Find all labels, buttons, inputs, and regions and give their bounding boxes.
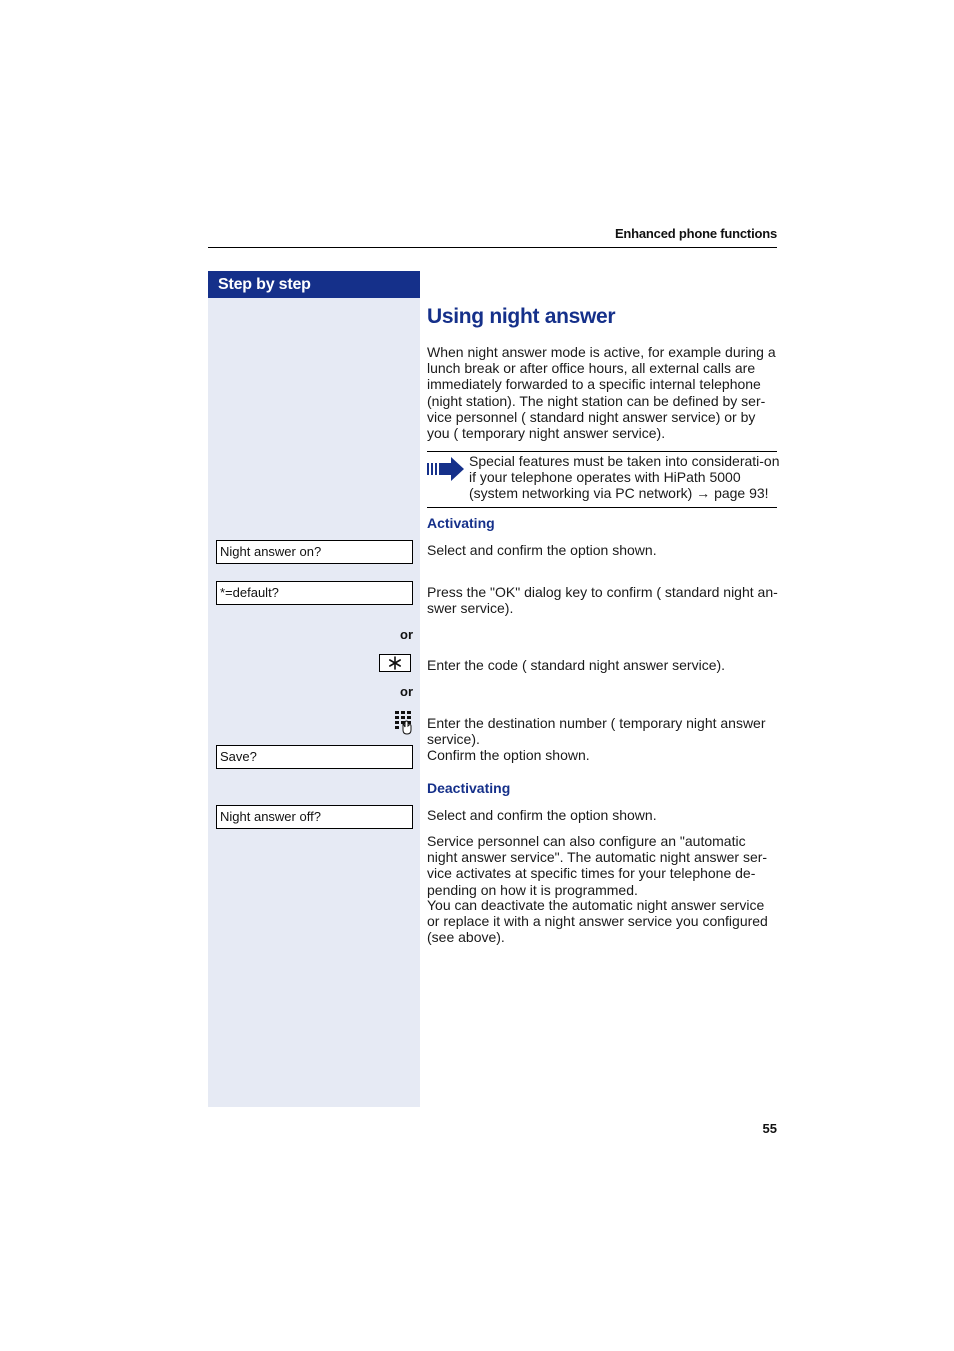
keypad-icon[interactable]	[395, 711, 412, 735]
or-label: or	[400, 627, 413, 642]
running-header: Enhanced phone functions	[614, 226, 777, 241]
note-top-rule	[427, 451, 777, 452]
or-label: or	[400, 684, 413, 699]
note-text: Special features must be taken into considerati-on if your telephone operates with HiPath 5000 (system networking via PC network) → page 93!	[469, 453, 780, 502]
deactivating-heading: Deactivating	[427, 780, 511, 796]
night-answer-on-option[interactable]: Night answer on?	[216, 540, 413, 564]
star-key-icon[interactable]	[379, 654, 411, 672]
default-option[interactable]: *=default?	[216, 581, 413, 605]
page-title: Using night answer	[427, 305, 616, 328]
arrow-pointer-icon	[427, 456, 465, 482]
intro-paragraph: When night answer mode is active, for example during a lunch break or after office hours, all external calls are immediately forwarded to a specific internal telephone (night station). The night station can be defined by ser-vice personnel ( standard night answer service) or by you ( temporary night answer service).	[427, 344, 776, 442]
deactivate-automatic-text: You can deactivate the automatic night answer service or replace it with a night answer service you configured (see above).	[427, 897, 768, 946]
deactivate-select-text: Select and confirm the option shown.	[427, 807, 657, 823]
enter-code-text: Enter the code ( standard night answer service).	[427, 657, 726, 673]
step-sidebar	[208, 271, 420, 1107]
step-by-step-banner: Step by step	[208, 271, 420, 298]
save-option[interactable]: Save?	[216, 745, 413, 769]
press-ok-text: Press the "OK" dialog key to confirm ( standard night an-swer service).	[427, 584, 778, 617]
activating-heading: Activating	[427, 515, 495, 531]
select-confirm-text: Select and confirm the option shown.	[427, 542, 657, 558]
header-divider	[208, 247, 777, 248]
page-number: 55	[762, 1121, 777, 1136]
confirm-option-text: Confirm the option shown.	[427, 747, 590, 763]
night-answer-off-option[interactable]: Night answer off?	[216, 805, 413, 829]
enter-destination-text: Enter the destination number ( temporary night answer service).	[427, 715, 766, 748]
note-bottom-rule	[427, 507, 777, 508]
automatic-service-text: Service personnel can also configure an "automatic night answer service". The automatic night answer ser-vice activates at specific times for your telephone de-pending on how it is programmed.	[427, 833, 768, 898]
